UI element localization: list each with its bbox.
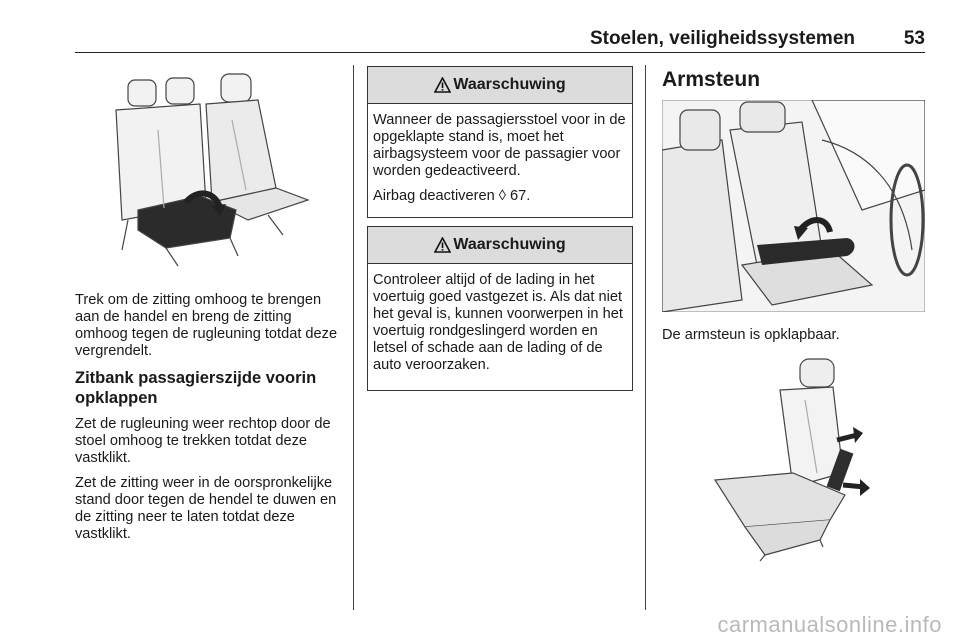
warning-triangle-icon [434,237,451,253]
cross-reference [373,188,627,205]
warning-box [367,226,633,391]
reference-text: Airbag deactiveren [373,188,495,204]
single-seat-illustration [705,355,870,565]
armrest-illustration [662,100,925,312]
warning-box [367,66,633,218]
caption: De armsteun is opklapbaar. [662,327,840,343]
warning-title: Waarschuwing [453,76,566,93]
paragraph: Trek om de zitting omhoog te brengen aan de handel en breng de zitting omhoog tegen de rugleuning totdat deze vergrendelt. [75,292,338,359]
column-divider [353,65,354,610]
warning-text: Wanneer de passagiersstoel voor in de opgeklapte stand is, moet het airbagsysteem voor de passagier voor worden gedeactiveerd. [373,112,626,179]
section-title: Armsteun [662,68,761,91]
left-column [75,292,345,551]
paragraph: Zet de zitting weer in de oorspronkelijke stand door tegen de hendel te duwen en de zitting neer te laten totdat deze vastklikt. [75,475,337,542]
warning-triangle-icon [434,77,451,93]
warning-header [368,227,632,264]
watermark: carmanualsonline.info [717,612,942,637]
column-divider [645,65,646,610]
page-number: 53 [903,28,925,49]
warning-header [368,67,632,104]
reference-page: 67. [510,188,531,204]
paragraph: Zet de rugleuning weer rechtop door de stoel omhoog te trekken totdat deze vastklikt. [75,416,331,466]
reference-arrow-icon: ◊ [498,188,506,204]
warning-title: Waarschuwing [453,236,566,253]
section-heading: Zitbank passagierszijde voorin opklappen [75,369,317,407]
header-title: Stoelen, veiligheidssystemen [589,28,855,49]
warning-text: Controleer altijd of de lading in het voertuig goed vastgezet is. Als dat niet het geval is, kunnen voorwerpen in het voertuig rondgeslingerd worden en letsel of schade aan de lading of de auto veroorzaken. [373,272,623,373]
right-caption [662,327,925,352]
bench-seat-illustration [108,70,338,275]
page-header [75,28,925,53]
